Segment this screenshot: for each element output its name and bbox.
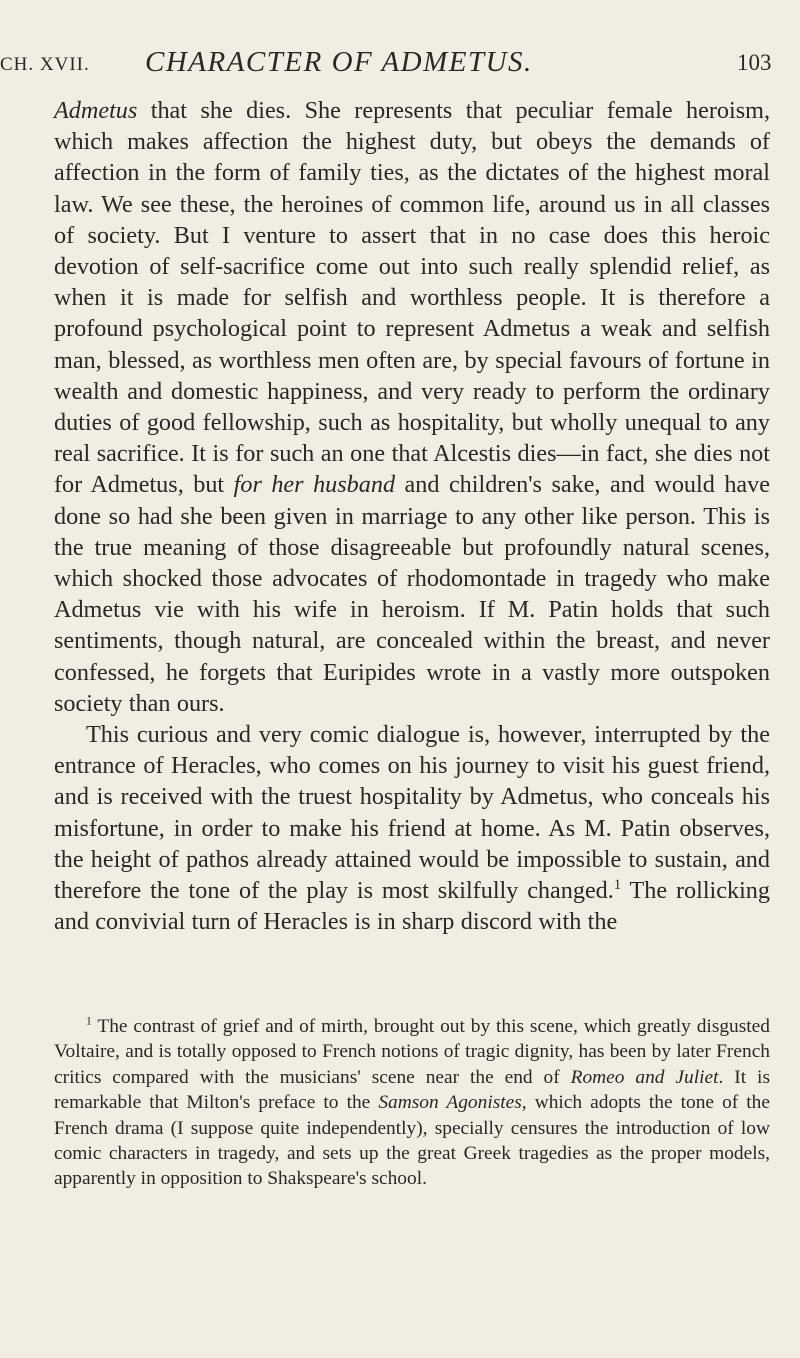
footnote bbox=[54, 1014, 770, 1192]
footnote-text-c: , which adopts the tone of the French drama (I suppose quite independently), specially censures the introduction of low comic characters in tragedy, and sets up the great Greek tragedies as the proper models, apparently in opposition to Shakspeare's school. bbox=[54, 1092, 770, 1190]
footnote-text-a: The contrast of grief and of mirth, brought out by this scene, which greatly disgusted Voltaire, and is totally opposed to French notions of tragic dignity, has been by later French critics compared with the musicians' scene near the end of bbox=[54, 1016, 770, 1088]
paragraph-1 bbox=[54, 95, 770, 719]
footnote-marker: 1 bbox=[86, 1014, 92, 1028]
footnote-text-b: . It is remarkable that Milton's preface to the bbox=[54, 1066, 770, 1114]
paragraph-2-text-b: The rollicking and convivial turn of Heracles is in sharp discord with the bbox=[54, 877, 770, 936]
footnote-reference[interactable]: 1 bbox=[613, 877, 622, 894]
italic-for-her-husband: for her husband bbox=[233, 471, 396, 499]
paragraph-1-text-a: that she dies. She represents that peculiar female heroism, which makes affection the highest duty, but obeys the demands of affection in the form of family ties, as the dictates of the highest moral law. We see these, the heroines of common life, around us in all classes of society. But I venture to assert that in no case does this heroic devotion of self-sacrifice come out into such really splendid relief, as when it is made for selfish and worthless people. It is therefore a profound psychological point to represent Admetus a weak and selfish man, blessed, as worthless men often are, by special favours of fortune in wealth and domestic happiness, and very ready to perform the ordinary duties of good fellowship, such as hospitality, but wholly unequal to any real sacrifice. It is for such an one that Alcestis dies—in fact, she dies not for Admetus, but bbox=[54, 97, 770, 499]
paragraph-2-text-a: This curious and very comic dialogue is, however, interrupted by the entrance of Heracles, who comes on his journey to visit his guest friend, and is received with the truest hospitality by Admetus, who conceals his misfortune, in order to make his friend at home. As M. Patin observes, the height of pathos already attained would be impossible to sustain, and therefore the tone of the play is most skilfully changed. bbox=[54, 721, 770, 905]
chapter-label: CH. XVII. bbox=[0, 54, 90, 75]
italic-romeo-and-juliet: Romeo and Juliet bbox=[570, 1066, 719, 1088]
italic-admetus: Admetus bbox=[54, 97, 138, 124]
running-header bbox=[0, 44, 800, 88]
footnote-paragraph bbox=[54, 1014, 770, 1192]
paragraph-1-text-b: and children's sake, and would have done so had she been given in marriage to any other like person. This is the true meaning of those disagreeable but profoundly natural scenes, which shocked those advocates of rhodomontade in tragedy who make Admetus vie with his wife in heroism. If M. Patin holds that such sentiments, though natural, are concealed within the breast, and never confessed, he forgets that Euripides wrote in a vastly more outspoken society than ours. bbox=[54, 471, 770, 717]
paragraph-2 bbox=[54, 719, 770, 937]
running-title: CHARACTER OF ADMETUS. bbox=[145, 46, 533, 78]
italic-samson-agonistes: Samson Agonistes bbox=[378, 1092, 522, 1114]
page-number: 103 bbox=[737, 50, 772, 75]
main-text bbox=[54, 95, 770, 937]
